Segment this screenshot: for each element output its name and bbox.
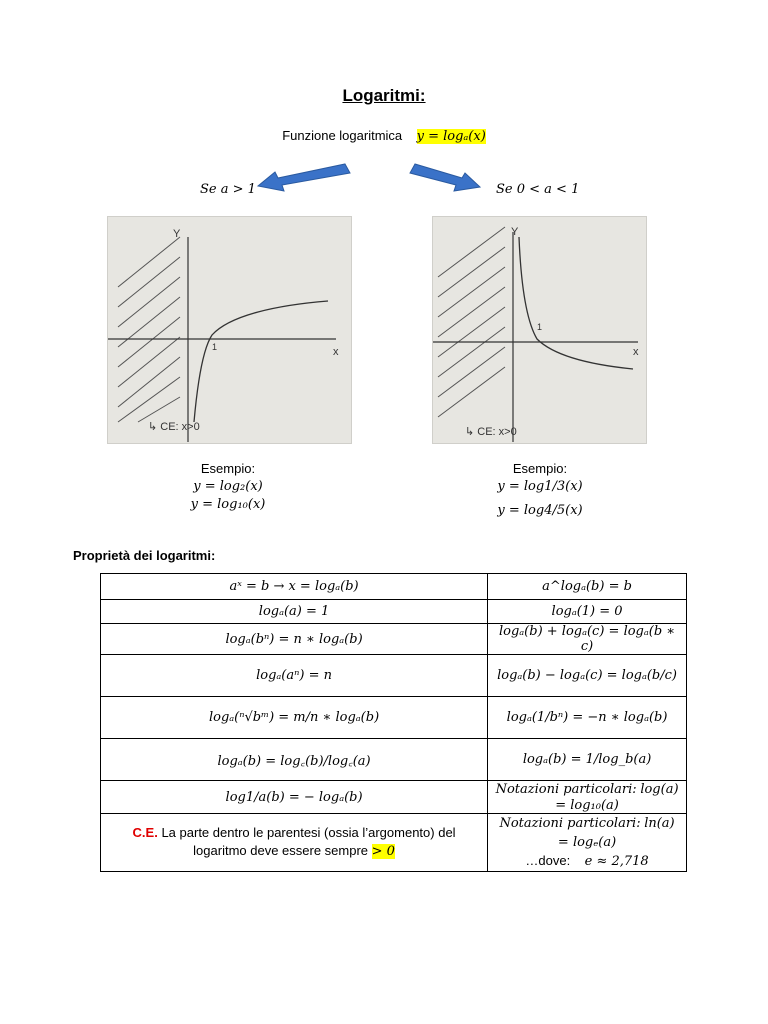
notation-label: Notazioni particolari: <box>499 816 641 831</box>
ce-label: C.E. <box>132 825 158 840</box>
x-label: x <box>633 346 639 358</box>
ce-text: La parte dentro le parentesi (ossia l’argomento) del logaritmo deve essere sempre <box>161 825 456 858</box>
graph-photo-left <box>107 216 352 444</box>
table-cell: logₐ(b) = 1/log_b(a) <box>488 739 687 781</box>
table-row <box>101 739 687 781</box>
notation-where: …dove: <box>525 853 571 868</box>
notation-formula: ln(a) = logₑ(a) <box>557 816 675 850</box>
notation-e-value: e ≈ 2,718 <box>584 854 649 869</box>
table-row <box>101 624 687 655</box>
properties-table <box>100 573 687 872</box>
point-label: 1 <box>212 342 218 352</box>
table-cell: logₐ(a) = 1 <box>101 600 488 624</box>
example-line: y = log₁₀(x) <box>190 497 266 512</box>
table-cell <box>488 781 687 814</box>
table-row <box>101 655 687 697</box>
example-left <box>148 460 308 514</box>
table-row <box>101 697 687 739</box>
table-cell: aˣ = b → x = logₐ(b) <box>101 574 488 600</box>
table-cell: logₐ(bⁿ) = n ∗ logₐ(b) <box>101 624 488 655</box>
example-label: Esempio: <box>512 461 568 476</box>
y-label: Y <box>173 228 181 240</box>
table-cell: a^logₐ(b) = b <box>488 574 687 600</box>
function-definition <box>0 128 768 144</box>
table-cell: log1/a(b) = − logₐ(b) <box>101 781 488 814</box>
hatching <box>118 237 180 422</box>
log-curve-decreasing <box>519 237 633 369</box>
case-left: Se a > 1 <box>200 182 256 197</box>
log-curve-increasing <box>194 301 328 422</box>
graph-photo-right <box>432 216 647 444</box>
ce-highlight: > 0 <box>371 844 395 859</box>
point-label: 1 <box>537 322 543 332</box>
table-cell: logₐ(aⁿ) = n <box>101 655 488 697</box>
domain-note: ↳ CE: x>0 <box>148 421 200 433</box>
y-label: Y <box>511 226 519 238</box>
hatching <box>438 227 505 417</box>
notation-label: Notazioni particolari: <box>495 782 637 797</box>
example-line: y = log1/3(x) <box>497 479 583 494</box>
example-label: Esempio: <box>200 461 256 476</box>
table-cell: logₐ(b) + logₐ(c) = logₐ(b ∗ c) <box>488 624 687 655</box>
table-cell: logₐ(ⁿ√bᵐ) = m/n ∗ logₐ(b) <box>101 697 488 739</box>
table-cell <box>101 814 488 872</box>
table-row <box>101 600 687 624</box>
example-right <box>460 460 620 520</box>
case-right: Se 0 < a < 1 <box>496 182 580 197</box>
table-cell: logₐ(1) = 0 <box>488 600 687 624</box>
notation-formula: log(a) = log₁₀(a) <box>555 782 679 813</box>
table-row <box>101 574 687 600</box>
example-line: y = log4/5(x) <box>497 503 583 518</box>
table-cell: logₐ(b) − logₐ(c) = logₐ(b/c) <box>488 655 687 697</box>
function-label: Funzione logaritmica <box>282 128 403 143</box>
table-cell: logₐ(b) = log꜀(b)/log꜀(a) <box>101 739 488 781</box>
right-arrow <box>410 164 480 191</box>
x-label: x <box>333 346 339 358</box>
example-line: y = log₂(x) <box>193 479 263 494</box>
table-cell: logₐ(1/bⁿ) = −n ∗ logₐ(b) <box>488 697 687 739</box>
table-row <box>101 781 687 814</box>
left-arrow <box>258 164 350 191</box>
table-row <box>101 814 687 872</box>
branch-arrows <box>250 160 510 196</box>
table-cell <box>488 814 687 872</box>
domain-note: ↳ CE: x>0 <box>465 426 517 438</box>
page-title: Logaritmi: <box>342 86 426 105</box>
properties-title: Proprietà dei logaritmi: <box>73 548 216 563</box>
function-formula: y = logₐ(x) <box>416 129 486 144</box>
